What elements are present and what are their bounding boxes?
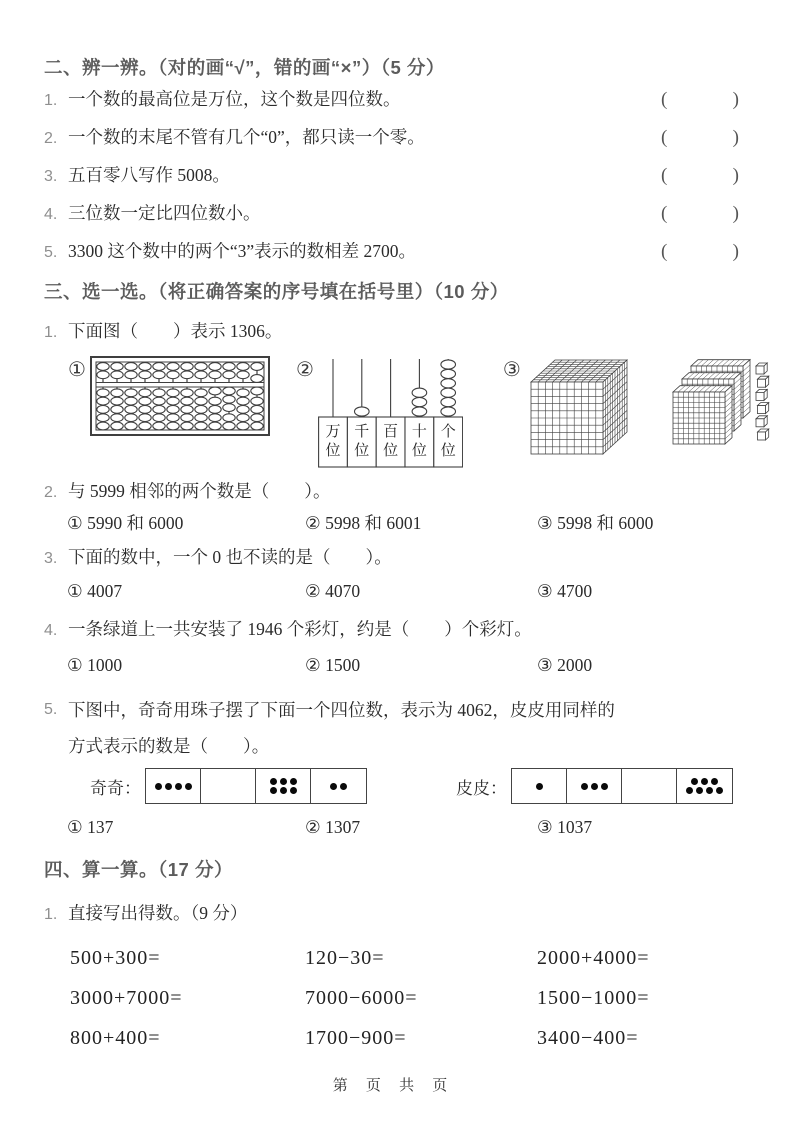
choose-question-4 bbox=[44, 616, 743, 642]
bead-cell bbox=[201, 769, 256, 803]
bead-dot bbox=[581, 783, 588, 790]
item-number: 4. bbox=[44, 206, 58, 223]
bead-dot bbox=[716, 787, 723, 794]
bead-dot bbox=[706, 787, 713, 794]
paren-close: ) bbox=[732, 165, 739, 186]
question-5-text bbox=[68, 692, 743, 764]
item-text: 一个数的最高位是万位，这个数是四位数。 bbox=[68, 89, 401, 109]
expression: 1700−900= bbox=[305, 1027, 407, 1049]
expression: 2000+4000= bbox=[537, 947, 650, 969]
item-number: 1. bbox=[44, 92, 58, 109]
option-1: ① 137 bbox=[67, 817, 114, 837]
expression: 3000+7000= bbox=[70, 987, 183, 1009]
item-number: 2. bbox=[44, 484, 58, 501]
paren-close: ) bbox=[732, 241, 739, 262]
bead-cell bbox=[622, 769, 677, 803]
figure-3-label: ③ bbox=[502, 357, 521, 381]
paren-open: ( bbox=[661, 89, 668, 110]
mental-math-grid bbox=[44, 938, 743, 1058]
svg-text:万: 万 bbox=[325, 424, 341, 440]
answer-parentheses bbox=[661, 119, 739, 157]
item-text: 与 5999 相邻的两个数是（ ）。 bbox=[68, 481, 331, 501]
judge-item-2 bbox=[44, 118, 743, 156]
bead-dot bbox=[711, 778, 718, 785]
question5-figures bbox=[90, 768, 743, 804]
question-2-options bbox=[67, 510, 743, 536]
section-choose-title: 三、选一选。（将正确答案的序号填在括号里）（10 分） bbox=[44, 281, 509, 302]
bead-dot bbox=[270, 787, 277, 794]
answer-parentheses bbox=[661, 233, 739, 271]
bead-dot bbox=[155, 783, 162, 790]
svg-text:位: 位 bbox=[354, 443, 370, 459]
paren-open: ( bbox=[661, 127, 668, 148]
answer-parentheses bbox=[661, 157, 739, 195]
bead-dot bbox=[270, 778, 277, 785]
pipi-bead-strip bbox=[511, 768, 733, 804]
option-3: ③ 5998 和 6000 bbox=[537, 513, 654, 533]
expression: 800+400= bbox=[70, 1027, 161, 1049]
expression: 120−30= bbox=[305, 947, 385, 969]
paren-open: ( bbox=[661, 241, 668, 262]
bead-dot bbox=[290, 787, 297, 794]
judge-item-4 bbox=[44, 194, 743, 232]
section-calc-title: 四、算一算。（17 分） bbox=[44, 859, 233, 880]
bead-cell bbox=[512, 769, 567, 803]
bead-dot bbox=[340, 783, 347, 790]
item-text: 下面图（ ）表示 1306。 bbox=[68, 321, 283, 341]
bead-dot bbox=[290, 778, 297, 785]
judge-item-3 bbox=[44, 156, 743, 194]
expression: 3400−400= bbox=[537, 1027, 639, 1049]
expression: 1500−1000= bbox=[537, 987, 650, 1009]
option-2: ② 1500 bbox=[305, 655, 361, 675]
svg-text:位: 位 bbox=[411, 443, 427, 459]
item-text: 3300 这个数中的两个“3”表示的数相差 2700。 bbox=[68, 241, 417, 261]
paren-open: ( bbox=[661, 203, 668, 224]
qiqi-label: 奇奇： bbox=[90, 778, 141, 798]
abacus-figure bbox=[90, 356, 270, 436]
svg-text:个: 个 bbox=[440, 424, 456, 440]
item-text: 一条绿道上一共安装了 1946 个彩灯，约是（ ）个彩灯。 bbox=[68, 619, 532, 639]
bead-dot bbox=[691, 778, 698, 785]
bead-cell bbox=[311, 769, 366, 803]
question-5-line1: 下图中，奇奇用珠子摆了下面一个四位数，表示为 4062，皮皮用同样的 bbox=[68, 700, 615, 720]
math-row-1 bbox=[70, 938, 743, 978]
paren-close: ) bbox=[732, 203, 739, 224]
item-number: 5. bbox=[44, 701, 58, 718]
question-3-options bbox=[67, 578, 743, 604]
svg-text:位: 位 bbox=[325, 443, 341, 459]
calc-subitem bbox=[44, 900, 743, 926]
expression: 7000−6000= bbox=[305, 987, 418, 1009]
bead-cell bbox=[567, 769, 622, 803]
question-4-options bbox=[67, 652, 743, 678]
paren-open: ( bbox=[661, 165, 668, 186]
bead-dot bbox=[175, 783, 182, 790]
option-3: ③ 1037 bbox=[537, 817, 593, 837]
option-1: ① 1000 bbox=[67, 655, 123, 675]
item-number: 3. bbox=[44, 168, 58, 185]
bead-dot bbox=[601, 783, 608, 790]
answer-parentheses bbox=[661, 81, 739, 119]
option-1: ① 4007 bbox=[67, 581, 123, 601]
item-text: 三位数一定比四位数小。 bbox=[68, 203, 261, 223]
bead-dot bbox=[696, 787, 703, 794]
item-text: 直接写出得数。（9 分） bbox=[68, 903, 248, 923]
item-text: 一个数的末尾不管有几个“0”，都只读一个零。 bbox=[68, 127, 425, 147]
option-2: ② 4070 bbox=[305, 581, 361, 601]
bead-dot bbox=[185, 783, 192, 790]
expression: 500+300= bbox=[70, 947, 161, 969]
page-footer: 第 页 共 页 bbox=[332, 1077, 455, 1094]
item-number: 1. bbox=[44, 906, 58, 923]
place-value-chart-figure bbox=[318, 356, 463, 468]
paren-close: ) bbox=[732, 127, 739, 148]
bead-dot bbox=[591, 783, 598, 790]
bead-dot bbox=[280, 787, 287, 794]
judge-item-1 bbox=[44, 80, 743, 118]
svg-text:百: 百 bbox=[382, 424, 398, 440]
bead-dot bbox=[165, 783, 172, 790]
answer-parentheses bbox=[661, 195, 739, 233]
question1-figures bbox=[68, 350, 743, 472]
bead-dot bbox=[536, 783, 543, 790]
bead-dot bbox=[701, 778, 708, 785]
option-2: ② 5998 和 6001 bbox=[305, 513, 422, 533]
qiqi-bead-strip bbox=[145, 768, 367, 804]
svg-text:位: 位 bbox=[440, 443, 456, 459]
bead-cell bbox=[146, 769, 201, 803]
bead-cell bbox=[677, 769, 732, 803]
question-5-line2: 方式表示的数是（ ）。 bbox=[68, 736, 270, 756]
bead-dot bbox=[686, 787, 693, 794]
question-5-options bbox=[67, 814, 743, 840]
item-number: 4. bbox=[44, 622, 58, 639]
judge-item-5 bbox=[44, 232, 743, 270]
item-number: 5. bbox=[44, 244, 58, 261]
option-3: ③ 4700 bbox=[537, 581, 593, 601]
figure-2-label: ② bbox=[295, 357, 314, 381]
section-judge-title: 二、辨一辨。（对的画“√”，错的画“×”）（5 分） bbox=[44, 57, 445, 78]
bead-dot bbox=[280, 778, 287, 785]
math-row-2 bbox=[70, 978, 743, 1018]
svg-text:十: 十 bbox=[411, 424, 427, 440]
option-1: ① 5990 和 6000 bbox=[67, 513, 184, 533]
choose-question-3 bbox=[44, 544, 743, 570]
option-3: ③ 2000 bbox=[537, 655, 593, 675]
svg-text:千: 千 bbox=[354, 424, 370, 440]
item-number: 3. bbox=[44, 550, 58, 567]
choose-question-2 bbox=[44, 478, 743, 504]
option-2: ② 1307 bbox=[305, 817, 361, 837]
bead-cell bbox=[256, 769, 311, 803]
item-text: 下面的数中，一个 0 也不读的是（ ）。 bbox=[68, 547, 392, 567]
item-number: 1. bbox=[44, 324, 58, 341]
choose-question-1 bbox=[44, 318, 743, 344]
choose-question-5 bbox=[44, 692, 743, 764]
svg-text:位: 位 bbox=[382, 443, 398, 459]
paren-close: ) bbox=[732, 89, 739, 110]
math-row-3 bbox=[70, 1018, 743, 1058]
item-text: 五百零八写作 5008。 bbox=[68, 165, 230, 185]
item-number: 2. bbox=[44, 130, 58, 147]
pipi-label: 皮皮： bbox=[456, 778, 507, 798]
figure-1-label: ① bbox=[68, 357, 86, 381]
base-ten-blocks-figure bbox=[525, 350, 770, 462]
bead-dot bbox=[330, 783, 337, 790]
